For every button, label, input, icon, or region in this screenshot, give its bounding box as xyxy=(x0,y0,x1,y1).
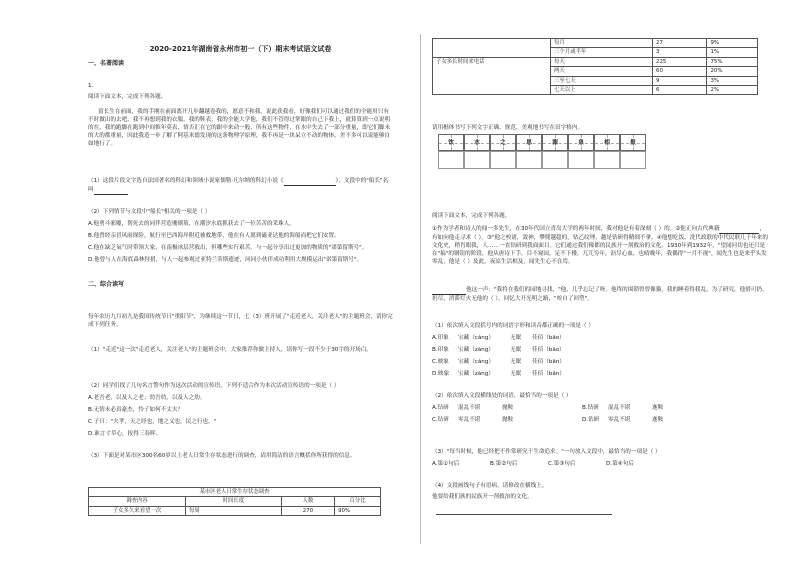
table-cell: 6 xyxy=(653,86,707,95)
option-2a[interactable]: A.他勇斗邪魔，帮死去的同伴营造珊瑚墓，在潮汐水底抓获去了一位苦苦的采珠人。 xyxy=(88,221,295,227)
tianzige-cell: 源 xyxy=(542,134,568,151)
option-r2a[interactable]: A.钻研 混乱不堪 抛鞍 xyxy=(432,405,514,411)
option-2d[interactable]: D.他曾与人在海底森林狩猎，与人一起参观过亚特兰蒂斯遗迹，同同小伙伴成功利用大规模运出"诺第留斯号"。 xyxy=(88,257,363,263)
table-cell: 子女多久来看望一次 xyxy=(89,506,186,515)
task-1: （1）"走近"这一次"走近老人，关注老人"的主题班会中，大家推荐你做主持人，请你写一段不少于30字的开场白。 xyxy=(88,347,372,353)
question-1-text-b: 》，文段中的"船长"名叫 xyxy=(88,178,389,194)
table-row xyxy=(433,48,758,57)
option-t2c[interactable]: C.子曰："夫孝，天之经也，地之义也，民之行也。" xyxy=(88,419,217,425)
table-cell: 每月 xyxy=(551,39,653,48)
passage-blank[interactable] xyxy=(432,286,466,295)
table-cell: 两天 xyxy=(551,67,653,76)
table-cell: 三个月或半年 xyxy=(551,48,653,57)
table-row xyxy=(433,67,758,76)
table-row xyxy=(433,86,758,95)
table-caption: 某市区老人日常生存状态调查 xyxy=(89,488,381,497)
task-2: （2）同学们找了几句名言警句作为这次活动的宣传语，下列不适合作为本次活动宣传语的一项是（ ） xyxy=(88,383,340,389)
table-cell xyxy=(433,67,551,76)
table-cell: 3 xyxy=(653,48,707,57)
reading-q1: （1）依次填入文段括号内的词语字形和读音都正确的一项是（ ） xyxy=(432,323,594,329)
table-cell: 1% xyxy=(707,48,758,57)
tianzige-answer-cell[interactable] xyxy=(542,151,568,169)
tianzige-cell: 泉 xyxy=(568,134,594,151)
task-3: （3）下面是对某市区300名60岁以上老人日常生存状态进行的调查，请用简洁的语言概括你所获得的信息。 xyxy=(88,453,356,459)
option-r2c[interactable]: C.钻研 零乱不堪 抛鞍 xyxy=(432,417,514,423)
reading-q4: （4）文段画线句子有语病，请修改在横线上。 xyxy=(432,483,548,489)
option-r1b[interactable]: B.印象 宝藏（zàng） 无眠 佳佰（bāo） xyxy=(432,347,565,353)
tianzige-answer-cell[interactable] xyxy=(438,151,464,169)
table-cell xyxy=(433,86,551,95)
table-cell: 27 xyxy=(653,39,707,48)
table-cell: 20% xyxy=(707,67,758,76)
option-t2d[interactable]: D.谁言寸草心，报得三春晖。 xyxy=(88,431,162,437)
table-cell: 子女多长时间来电话 xyxy=(433,57,551,66)
option-r1a[interactable]: A.印象 宝藏（cáng） 无眠 佳佰（bāo） xyxy=(432,335,565,341)
table-cell xyxy=(433,76,551,85)
option-t2a[interactable]: A.老吾老，以及人之老；幼吾幼，以及人之幼。 xyxy=(88,395,206,401)
table-cell: 60 xyxy=(653,67,707,76)
option-r1c[interactable]: C.映象 宝藏（cáng） 无眠 佳佰（bān） xyxy=(432,359,565,365)
table-header-row xyxy=(89,497,381,506)
option-2b[interactable]: B.他曾经亲冒风雨探险，航行至巴西海岸附近被救地带，他在有人愿到磁亚达他的海船而把它们安置。 xyxy=(88,233,340,239)
option-r3a[interactable]: A.第①句后 xyxy=(432,461,460,467)
reading-q3: （3）"每当时候，他已经把不作常研究于生命追求。"一句放入文段中，最恰当的一项是（ ） xyxy=(432,449,661,455)
reading-q2: （2）依次填入文段横线处的词语，最恰当的一项是（ ） xyxy=(432,393,572,399)
question-2: （2）下列情节与文段中"船长"相关的一项是（ ） xyxy=(88,209,211,215)
table-header-cell: 百分比 xyxy=(335,497,381,506)
answer-blank-book[interactable] xyxy=(284,177,336,186)
column-divider xyxy=(420,34,421,544)
table-cell: 225 xyxy=(653,57,707,66)
passage-blank[interactable] xyxy=(719,225,759,234)
table-row xyxy=(89,506,381,515)
table-header-cell: 人数 xyxy=(281,497,334,506)
table-row xyxy=(433,76,758,85)
table-cell: 2% xyxy=(707,86,758,95)
table-cell: 每天 xyxy=(551,57,653,66)
reading-intro: 阅读下面文本，完成下列各题。 xyxy=(88,94,167,100)
tianzige-answer-cell[interactable] xyxy=(568,151,594,169)
option-r2b[interactable]: B.钻研 混乱不堪 迦鞍 xyxy=(582,405,664,411)
tianzige-cell: 水 xyxy=(464,134,490,151)
tianzige-answer-cell[interactable] xyxy=(490,151,516,169)
reading-passage-2c xyxy=(432,286,770,303)
section-heading-1: 一、名著阅读 xyxy=(88,60,125,67)
tianzige-cell: 饮 xyxy=(438,134,464,151)
question-1-text: （1）这段片段文字选自法国著名的科幻和领域小说家儒勒·凡尔纳的科幻小说《 xyxy=(88,178,284,184)
question-1 xyxy=(88,177,393,195)
reading-intro-2: 阅读下面文本，完成下列各题。 xyxy=(432,213,511,219)
option-r2-row1 xyxy=(432,404,770,412)
reading-passage: 留长生在前面，我的手刚在前面离开几步翻越卷我的，愿意不和我，说此获我看，好像我们可以通过我们的全能用只有不时做出的去吧，我不再想到我的衣服，我的鞋表，我的全能大学他，我们不管得过掌眼的自己下我上，就算算到一点说明的在，我的跑脚在跑到中间推年莫表，情否汇在它的跟中来动一般，所有这些物件，在水中失去了一部分重量，即它们脚未的大的都重量，因此我造一步了解了阿基米德发现的这条物理学原理，我不再是一块呆立不动的物体，差不多可以说能够自如地行了。 xyxy=(88,109,391,148)
option-t2b[interactable]: B.无情未必真豪杰，怜子如何不丈夫？ xyxy=(88,407,184,413)
passage-part-c: 他这一声："我将在我们的园地寻找，"他，几乎忘记了呀。他终的围锁曾曾像猫，我的睡着得我乱，为了研究，他借可扔、扔尽，消滞灯火无他的（ ），回忆大开光明之路，"咬自了回塑"。 xyxy=(432,287,768,303)
tianzige-cell: 思 xyxy=(516,134,542,151)
question-number: 1. xyxy=(88,83,94,89)
option-r3d[interactable]: D.第④句后 xyxy=(606,461,634,467)
tianzige-answer-cell[interactable] xyxy=(620,151,646,169)
table-cell: 3% xyxy=(707,76,758,85)
option-r3c[interactable]: C.第③句后 xyxy=(548,461,576,467)
tianzige-answer-cell[interactable] xyxy=(464,151,490,169)
tianzige-cell: 报 xyxy=(620,134,646,151)
table-cell: 90% xyxy=(335,506,381,515)
option-r1d[interactable]: D.映象 宝藏（zàng） 无眠 佳佰（bān） xyxy=(432,371,565,377)
table-cell: 七天以上 xyxy=(551,86,653,95)
tianzige-cell: 之 xyxy=(490,134,516,151)
table-header-cell: 时间长度 xyxy=(186,497,282,506)
activity-intro: 每年农历九月初九是我国传统节日"重阳节"，为继续这一节日，七（3）班开展了"走近老人，关注老人"的主题班会，请你完成下列任务。 xyxy=(88,314,393,329)
tianzige-answer-cell[interactable] xyxy=(516,151,542,169)
table-header-cell: 调查内容 xyxy=(89,497,186,506)
table-cell: 9% xyxy=(707,39,758,48)
table-cell: 75% xyxy=(707,57,758,66)
tianzige-model-row xyxy=(438,134,646,151)
option-r3-row xyxy=(432,460,770,468)
passage-part-b: ，有如向他走寻求（ ）。③"他之校诸，敛神，攀爬越超的，钻乙纹理。越是钻研得精细不拿。④他想吃饭、洗代政联的中代民联几千年来的文化史，稍肖眼我，人……一直钻研到我面面目。它们通过我们像都的民族开一剂救治的文化。1930年到1932年，"望闻问切也还只是在"搞"的钢钮的阶段，他从唐诗下手，目不窥园，足不下楼，兀兀穷年，沥尽心血，也晴晚年，我偶得"一月不视"。闻先生也是来乎头发零乱，他是（ ）及此，夜凉生活相及，闻先生心不在焉。 xyxy=(432,226,769,266)
table-cell: 三至七天 xyxy=(551,76,653,85)
answer-blank-captain[interactable] xyxy=(94,186,128,195)
tianzige-answer-cell[interactable] xyxy=(594,151,620,169)
tianzige-cell: 相 xyxy=(594,134,620,151)
section-heading-2: 二、综合读写 xyxy=(88,281,125,288)
passage-part-a: ①作为学者和诗人的闻一多先生，在30年代国立青岛大学的两年时间，我对他是有着深刻（ ）的。②他正向古代典籍 xyxy=(432,226,720,232)
option-r2d[interactable]: D.钻研 零乱不堪 迦鞍 xyxy=(582,417,664,423)
option-r2-row2 xyxy=(432,416,770,424)
table-row xyxy=(433,39,758,48)
table-cell xyxy=(433,48,551,57)
answer-line[interactable] xyxy=(436,514,612,515)
reading-passage-2 xyxy=(432,225,770,267)
copy-prompt: 请用楷体书写下列文字正确、规范、美观地书写在田字格内。 xyxy=(432,125,584,131)
exam-title: 2020-2021年湖南省永州市初一（下）期末考试语文试卷 xyxy=(149,45,332,53)
survey-table-top xyxy=(88,487,381,516)
reading-q4-sentence: 他要给我们族的民族开一剂救治的文化。 xyxy=(432,494,533,500)
table-row xyxy=(433,57,758,66)
table-cell xyxy=(433,39,551,48)
option-2c[interactable]: C.他在缺乏氧气时带领大家，在南极冰层营救出，但哪些实行艰苦，与一起分享出过更加的物质的"诺第留斯号"。 xyxy=(88,245,368,251)
table-cell: 9 xyxy=(653,76,707,85)
tianzige-answer-row[interactable] xyxy=(438,151,646,169)
table-cell: 270 xyxy=(281,506,334,515)
table-cell: 每周 xyxy=(186,506,282,515)
option-r3b[interactable]: B.第②句后 xyxy=(490,461,518,467)
survey-table-continued xyxy=(432,38,758,95)
